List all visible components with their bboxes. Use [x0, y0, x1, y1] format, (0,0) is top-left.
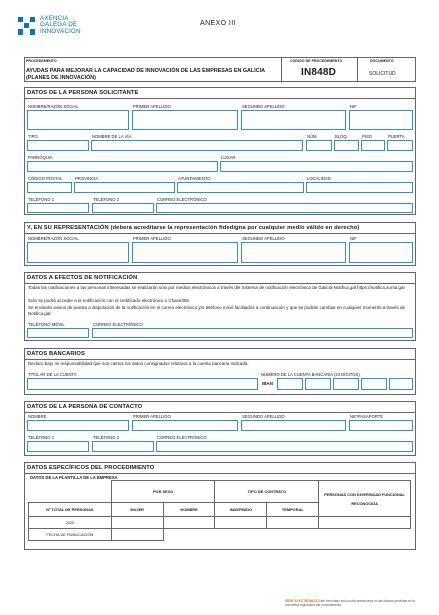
rep-surname1-field[interactable]: [132, 242, 238, 263]
publication-date-label: FECHA DE PUBLICACIÓN: [29, 529, 112, 541]
place-field[interactable]: [220, 161, 413, 172]
men-cell[interactable]: [163, 517, 215, 529]
contact-email-label: CORREO ELECTRÓNICO: [157, 435, 207, 440]
contact-name-label: NOMBRE: [28, 414, 47, 419]
men-header: HOMBRE: [163, 503, 215, 517]
agency-logo: [18, 16, 81, 35]
contact-phone1-label: TELÉFONO 1: [28, 435, 55, 440]
iban-field-3[interactable]: [333, 378, 359, 390]
applicant-name-field[interactable]: [27, 110, 129, 130]
notif-email-field[interactable]: [92, 328, 413, 338]
procedure-code-label: CÓDIGO DE PROCEDEMENTO: [290, 59, 343, 63]
contact-email-field[interactable]: [156, 441, 413, 452]
municipality-field[interactable]: [177, 182, 304, 193]
specific-data-section-title: DATOS ESPECÍFICOS DEL PROCEDIMIENTO: [27, 465, 155, 471]
applicant-surname1-label: PRIMER APELLIDO: [133, 104, 171, 109]
place-label: LUGAR: [221, 155, 236, 160]
contact-phone2-field[interactable]: [92, 441, 154, 452]
footer-text: Este formulario solo podrá presentarse en las formas previstas en la normativa reguladora del procedimiento: [285, 599, 415, 607]
street-number-field[interactable]: [306, 140, 332, 151]
notification-section-title: DATOS A EFECTOS DE NOTIFICACIÓN: [27, 275, 138, 281]
contact-surname2-label: SEGUNDO APELLIDO: [242, 414, 285, 419]
footer-note: [285, 599, 425, 607]
street-name-field[interactable]: [91, 140, 303, 151]
procedure-title: AYUDAS PARA MEJORAR LA CAPACIDAD DE INNOVACIÓN DE LAS EMPRESAS EN GALICIA (PLANES DE INNOVACIÓN): [26, 68, 265, 81]
parish-label: PARROQUIA: [28, 155, 53, 160]
temporary-cell[interactable]: [267, 517, 319, 529]
rep-name-field[interactable]: [27, 242, 129, 263]
permanent-header: INDEFINIDO: [215, 503, 267, 517]
postal-code-field[interactable]: [27, 182, 72, 193]
applicant-section: [24, 87, 416, 215]
phone1-field[interactable]: [27, 203, 89, 213]
phone2-label: TELÉFONO 2: [93, 197, 120, 202]
iban-field-4[interactable]: [361, 378, 387, 390]
applicant-surname2-label: SEGUNDO APELLIDO: [242, 104, 285, 109]
locality-field[interactable]: [306, 182, 413, 193]
procedure-label: PROCEDEMENTO: [26, 59, 57, 63]
door-label: PUERTA: [388, 134, 405, 139]
rep-nif-label: NIF: [350, 236, 357, 241]
women-header: MUJER: [111, 503, 163, 517]
contact-nif-label: NIF/PASAPORTE: [350, 414, 384, 419]
contact-phone1-field[interactable]: [27, 441, 89, 452]
notification-text-3: Se enviarán avisos de puesta a disposición de la notificación en el correo electrónico y/o teléfono móvil facilitados a continuación y que se podrán cambiar en cualquier momento a través de Notifica.gal:: [28, 305, 405, 317]
iban-field-1[interactable]: [277, 378, 303, 390]
staff-table-title: DATOS DE LA PLANTILLA DE LA EMPRESA: [30, 475, 118, 480]
street-number-label: NÚM.: [307, 134, 318, 139]
municipality-label: AYUNTAMIENTO: [178, 176, 211, 181]
table-row: [29, 529, 411, 541]
contact-name-field[interactable]: [27, 420, 129, 431]
notification-text-1: Todas las notificaciones a las personas interesadas se realizarán solo por medios electrónicos a través del Sistema de notificación electrónica de Galicia-Notifica.gal https://notifica.xunta.gal: [28, 285, 405, 290]
mobile-label: TELÉFONO MÓVIL: [28, 322, 65, 327]
applicant-section-title: DATOS DE LA PERSONA SOLICITANTE: [27, 90, 139, 96]
staff-table: [28, 480, 411, 541]
block-field[interactable]: [334, 140, 359, 151]
contract-type-header: TIPO DE CONTRATO: [215, 481, 319, 503]
mobile-field[interactable]: [27, 328, 89, 338]
floor-field[interactable]: [361, 140, 385, 151]
permanent-cell[interactable]: [215, 517, 267, 529]
footer-brand: SEDE ELECTRÓNICA: [285, 599, 318, 603]
floor-label: PISO: [362, 134, 373, 139]
postal-code-label: CÓDIGO POSTAL: [28, 176, 63, 181]
document-label: DOCUMENTO: [370, 59, 394, 63]
table-row: [29, 517, 411, 529]
account-holder-label: TITULAR DE LA CUENTA: [28, 372, 77, 377]
notification-text-2: Solo se podrá acceder a la notificación con el certificado electrónico o Chave365.: [28, 298, 191, 303]
parish-field[interactable]: [27, 161, 218, 172]
province-field[interactable]: [74, 182, 175, 193]
province-label: PROVINCIA: [75, 176, 99, 181]
email-label: CORREO ELECTRÓNICO: [157, 197, 207, 202]
door-field[interactable]: [387, 140, 413, 151]
bank-declaration: Declaro bajo mi responsabilidad que son ciertos los datos consignados relativos a la cuenta bancaria indicada.: [28, 361, 249, 366]
contact-phone2-label: TELÉFONO 2: [93, 435, 120, 440]
rep-surname2-field[interactable]: [241, 242, 346, 263]
account-holder-field[interactable]: [27, 378, 258, 390]
contact-surname2-field[interactable]: [241, 420, 346, 431]
publication-date-field[interactable]: [111, 529, 163, 541]
diversity-header: PERSONAS CON DIVERSIDAD FUNCIONAL RECONOCIDA: [319, 481, 411, 517]
by-sex-header: POR SEXO: [111, 481, 215, 503]
contact-surname1-label: PRIMER APELLIDO: [133, 414, 171, 419]
account-number-label: NÚMERO DE LA CUENTA BANCARIA (24 DÍGITOS): [261, 372, 360, 377]
address-type-field[interactable]: [27, 140, 89, 151]
representative-section-title: Y, EN SU REPRESENTACIÓN (deberá acreditarse la representación fidedigna por cualquier medio válido en derecho): [27, 225, 360, 231]
procedure-code: IN848D: [301, 67, 337, 78]
notif-email-label: CORREO ELECTRÓNICO: [93, 322, 143, 327]
total-people-header: Nº TOTAL DE PERSONAS: [29, 503, 112, 517]
rep-surname2-label: SEGUNDO APELLIDO: [242, 236, 285, 241]
street-name-label: NOMBRE DE LA VÍA: [92, 134, 132, 139]
applicant-surname2-field[interactable]: [241, 110, 346, 130]
address-type-label: TIPO: [28, 134, 38, 139]
table-row: [29, 481, 411, 503]
phone1-label: TELÉFONO 1: [28, 197, 55, 202]
rep-nif-field[interactable]: [349, 242, 413, 263]
agency-logo-icon: [18, 17, 36, 35]
phone2-field[interactable]: [92, 203, 154, 213]
rep-name-label: NOMBRE/RAZÓN SOCIAL: [28, 236, 79, 241]
applicant-name-label: NOMBRE/RAZÓN SOCIAL: [28, 104, 79, 109]
agency-name: AXENCIA GALEGA DE INNOVACIÓN: [40, 15, 81, 35]
diversity-cell[interactable]: [319, 517, 411, 529]
contact-nif-field[interactable]: [349, 420, 413, 431]
applicant-nif-label: NIF: [350, 104, 357, 109]
email-field[interactable]: [156, 203, 413, 213]
contact-surname1-field[interactable]: [132, 420, 238, 431]
document-type: SOLICITUD: [369, 71, 396, 77]
applicant-nif-field[interactable]: [349, 110, 413, 130]
block-label: BLOQ.: [335, 134, 348, 139]
applicant-surname1-field[interactable]: [132, 110, 238, 130]
temporary-header: TEMPORAL: [267, 503, 319, 517]
year-cell: 2022: [29, 517, 112, 529]
women-cell[interactable]: [111, 517, 163, 529]
annex-title: ANEXO III: [200, 20, 236, 27]
iban-label: IBAN: [262, 381, 273, 386]
locality-label: LOCALIDAD: [307, 176, 331, 181]
bank-section-title: DATOS BANCARIOS: [27, 351, 85, 357]
rep-surname1-label: PRIMER APELLIDO: [133, 236, 171, 241]
contact-section-title: DATOS DE LA PERSONA DE CONTACTO: [27, 404, 143, 410]
iban-field-2[interactable]: [305, 378, 331, 390]
iban-field-5[interactable]: [389, 378, 413, 390]
